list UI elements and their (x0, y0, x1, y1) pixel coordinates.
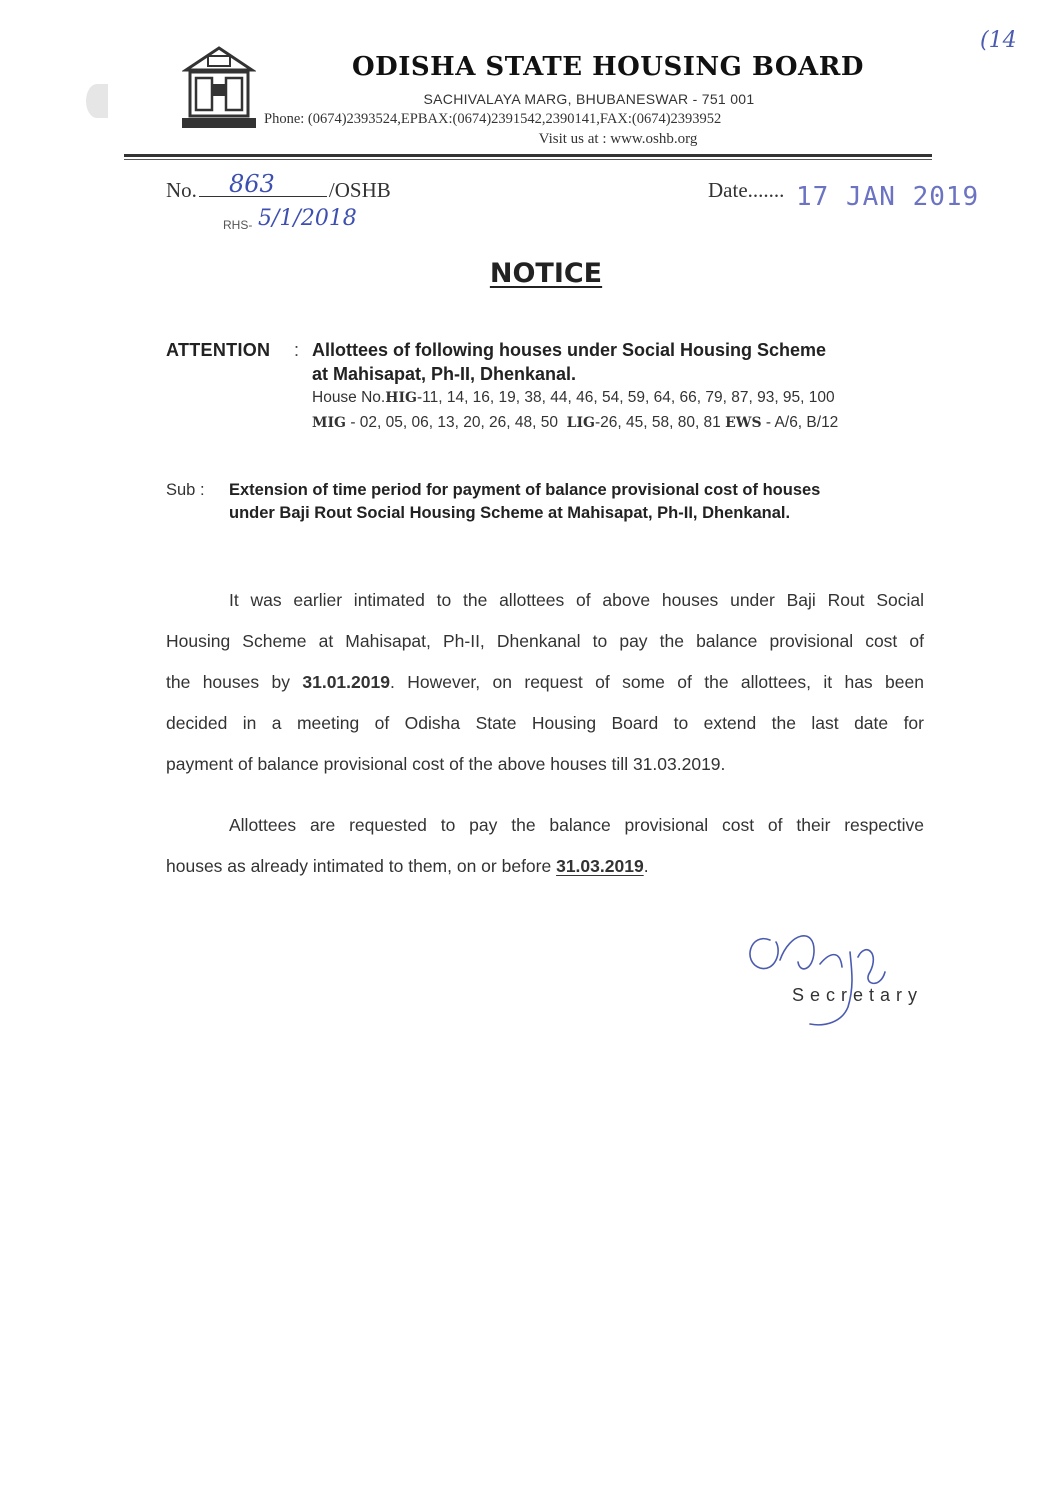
oshb-logo-icon (182, 46, 256, 128)
date-label: Date....... (708, 178, 785, 202)
ews-numbers: - A/6, B/12 (761, 414, 839, 431)
rhs-handwritten-value: 5/1/2018 (258, 206, 357, 231)
para1-line-4: decided in a meeting of Odisha State Housing Board to extend the last date for (166, 713, 924, 733)
mig-label: MIG (312, 415, 347, 431)
para1-line-5: payment of balance provisional cost of the above houses till 31.03.2019. (166, 754, 726, 774)
para1-line-3 (166, 662, 924, 703)
extended-deadline-date: 31.03.2019 (556, 856, 644, 876)
signatory-title: Secretary (792, 985, 924, 1005)
attention-label: ATTENTION (166, 340, 271, 360)
para1-line-1-text: It was earlier intimated to the allottees of above houses under Baji Rout Social (229, 590, 924, 610)
lig-numbers: -26, 45, 58, 80, 81 (594, 414, 726, 431)
reference-number-line (166, 178, 391, 203)
margin-page-number: (14 (980, 28, 1017, 53)
para2-line-2-b: . (643, 856, 649, 876)
attention-colon: : (294, 340, 300, 360)
house-list-mig-lig-ews (312, 414, 838, 432)
para2-line-2-a: houses as already intimated to them, on or before (166, 856, 557, 876)
para1-line-1 (166, 580, 924, 621)
header-divider (124, 154, 932, 157)
organization-name: ODISHA STATE HOUSING BOARD (352, 52, 864, 82)
attention-line-2: at Mahisapat, Ph-II, Dhenkanal. (312, 364, 577, 384)
para1-line-3-b: . However, on request of some of the allottees, it has been (389, 672, 924, 692)
reference-no-label: No. (166, 178, 197, 202)
notice-title-text: NOTICE (489, 258, 603, 289)
reference-no-handwritten: 863 (229, 170, 275, 198)
notice-paragraph-1 (166, 580, 924, 785)
subject-line-2: under Baji Rout Social Housing Scheme at Mahisapat, Ph-II, Dhenkanal. (229, 504, 791, 522)
organization-website: Visit us at : www.oshb.org (538, 131, 698, 147)
para2-line-1 (166, 805, 924, 846)
lig-label: LIG (566, 415, 595, 431)
organization-phone: Phone: (0674)2393524,EPBAX:(0674)2391542,2390141,FAX:(0674)2393952 (264, 111, 722, 127)
house-list-hig (312, 389, 835, 407)
mig-numbers: - 02, 05, 06, 13, 20, 26, 48, 50 (346, 414, 567, 431)
header-divider-thin (124, 159, 932, 160)
reference-suffix: /OSHB (328, 178, 391, 202)
hig-label: HIG (385, 390, 417, 406)
hig-numbers: -11, 14, 16, 19, 38, 44, 46, 54, 59, 64, 66, 79, 87, 93, 95, 100 (416, 389, 835, 406)
handwritten-signature (730, 912, 910, 1032)
organization-address: SACHIVALAYA MARG, BHUBANESWAR - 751 001 (423, 91, 755, 107)
subject-label: Sub : (166, 481, 205, 499)
rhs-label: RHS- (223, 218, 253, 232)
subject-line-1: Extension of time period for payment of balance provisional cost of houses (229, 481, 821, 499)
house-prefix: House No. (312, 389, 386, 406)
notice-paragraph-2 (166, 805, 924, 887)
para1-line-3-a: the houses by (166, 672, 303, 692)
ews-label: EWS (725, 415, 762, 431)
notice-title (0, 258, 1062, 289)
para1-line-2: Housing Scheme at Mahisapat, Ph-II, Dhenkanal to pay the balance provisional cost of (166, 631, 924, 651)
para2-line-2 (166, 846, 924, 887)
attention-line-1: Allottees of following houses under Social Housing Scheme (312, 340, 827, 360)
earlier-deadline-date: 31.01.2019 (302, 672, 390, 692)
para2-line-1-text: Allottees are requested to pay the balance provisional cost of their respective (229, 815, 924, 835)
date-stamp: 17 JAN 2019 (796, 182, 980, 212)
